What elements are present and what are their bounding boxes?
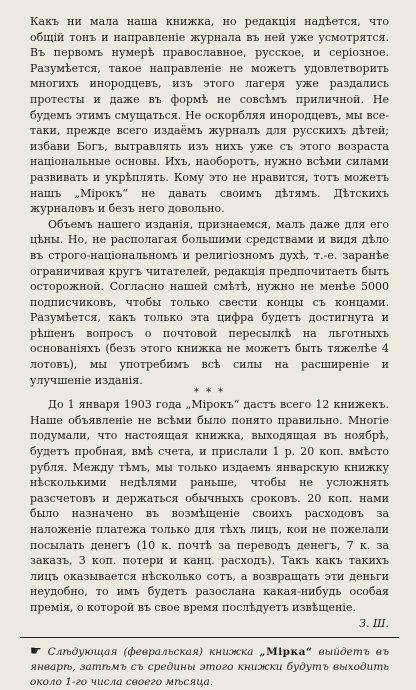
footnote-magazine-name: „Мірка“: [259, 646, 313, 659]
section-separator: * * *: [193, 387, 226, 399]
paragraph-2: Объемъ нашего изданія, признаемся, малъ даже для его цѣны. Но, не располагая большими средствами и видя дѣло въ строго-національномъ и религіозномъ духѣ, т.-е. заранѣе ограничивая кругъ читателей, редакція предпочитаетъ быть осторожной. Согласно нашей смѣтѣ, нужно не менѣе 5000 подписчиковъ, чтобы только свести концы съ концами. Разумѣется, какъ только эта цифра будетъ достигнута и рѣшенъ вопросъ о почтовой пересылкѣ на льготныхъ основаніяхъ (безъ этого книжка не можетъ быть тяжелѣе 4 лотовъ), мы употребимъ всѣ силы на расширеніе и улучшеніе изданія.: [30, 217, 389, 387]
paragraph-3-text: До 1 января 1903 года „Мірокъ“ дастъ всего 12 книжекъ. Наше объявленіе не всѣми было понято правильно. Многіе подумали, что настоящая книжка, выходящая въ ноябрѣ, будетъ пробная, вмѣ счета, и прислали 1 р. 20 коп. вмѣсто рубля. Между тѣмъ, мы только издаемъ январскую книжку нѣсколькими недѣлями раньше, чтобы не усложнять разсчетовъ и держаться обычныхъ сроковъ. 20 коп. нами было назначено въ возмѣщеніе своихъ расходовъ за наложеніе платежа только для тѣхъ лицъ, кои не пожелали посылать денегъ (10 к. почтѣ за переводъ денегъ, 7 к. за заказъ, 3 коп. потери и канц. расходъ). Такъ какъ такихъ лицъ оказывается нѣсколько сотъ, а возвращать эти деньги неудобно, то имъ будетъ разослана какая-нибудь особая премія, о которой въ свое время послѣдуетъ извѣщеніе.: [30, 398, 389, 614]
paragraph-3: [30, 397, 389, 631]
pointing-hand-icon: ☛: [30, 644, 42, 660]
divider-line: [20, 637, 399, 638]
signature: З. Ш.: [359, 616, 389, 630]
footnote-text-after: выйдетъ въ январѣ, затѣмъ съ средины этого книжки будутъ выходить около 1-го числа своего мѣсяца.: [30, 646, 389, 689]
footnote-text-before: Слѣдующая (февральская) книжка: [47, 646, 254, 659]
footnote: [30, 644, 389, 690]
paragraph-1: Какъ ни мала наша книжка, но редакція надѣется, что общій тонъ и направленіе журнала въ ней уже усмотрятся. Въ первомъ нумерѣ православное, русское, и серіозное. Разумѣется, такое направленіе не можетъ удовлетворить многихъ инородцевъ, изъ этого лагеря уже раздались протесты и даже въ формѣ не совсѣмъ приличной. Не будемъ этимъ смущаться. Не оскорбляя инородцевъ, мы все-таки, прежде всего издаёмъ журналъ для русскихъ дѣтей; избави Богъ, вытравлять изъ нихъ уже съ этого возраста національные основы. Ихъ, наоборотъ, нужно всѣми силами развивать и укрѣплять. Кому это не нравится, тотъ можетъ нашъ „Мірокъ“ не давать своимъ дѣтямъ. Дѣтскихъ журналовъ и безъ него довольно.: [30, 15, 389, 216]
